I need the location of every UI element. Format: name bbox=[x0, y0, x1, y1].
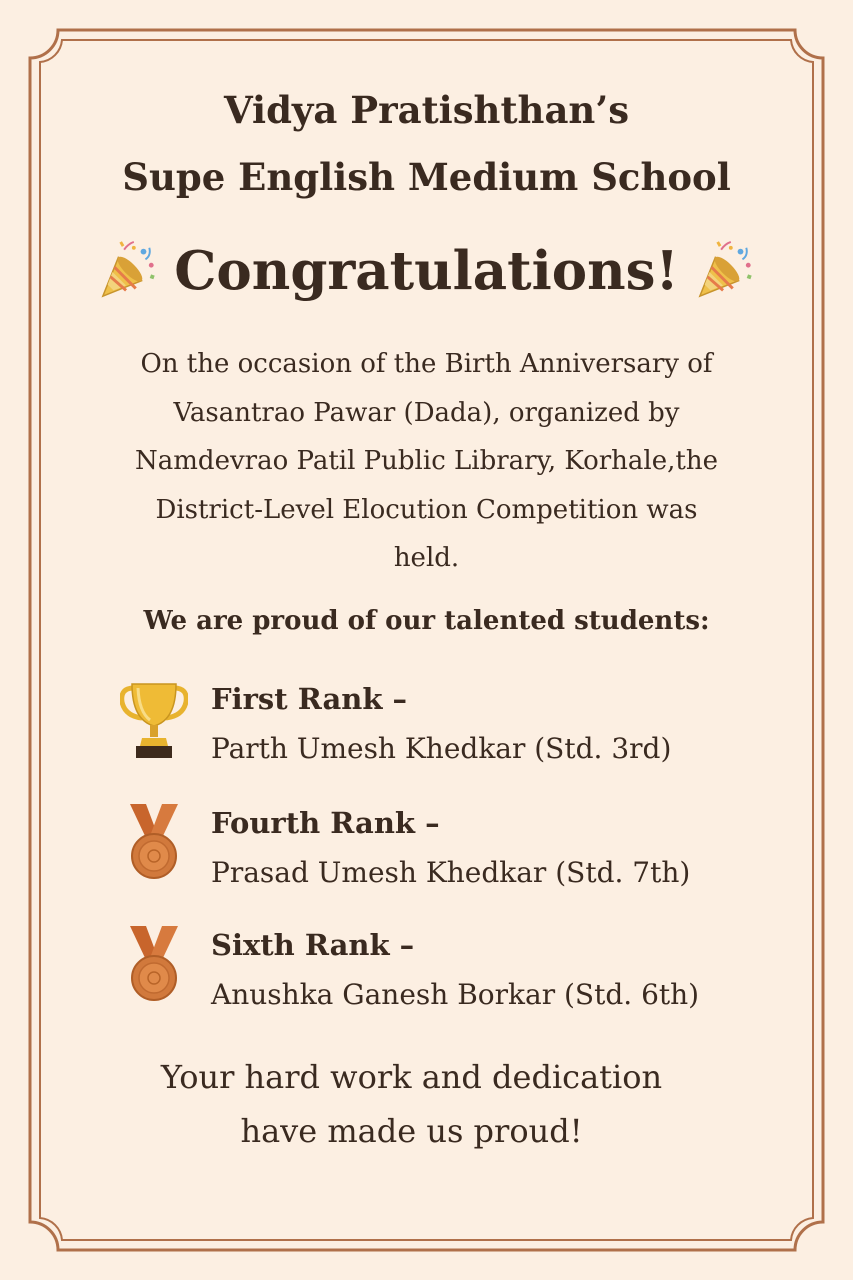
award-fourth-rank bbox=[120, 800, 820, 910]
trophy-icon bbox=[120, 678, 188, 762]
party-popper-icon bbox=[694, 240, 756, 302]
headline: Congratulations! bbox=[174, 240, 679, 302]
award-first-rank bbox=[120, 676, 820, 786]
intro-line: Namdevrao Patil Public Library, Korhale,the bbox=[135, 446, 718, 476]
bronze-medal-icon bbox=[120, 802, 188, 886]
intro-line: District-Level Elocution Competition was bbox=[155, 494, 698, 525]
bronze-medal-icon bbox=[120, 924, 188, 1008]
award-student: Anushka Ganesh Borkar (Std. 6th) bbox=[211, 978, 700, 1011]
award-student: Parth Umesh Khedkar (Std. 3rd) bbox=[211, 732, 672, 765]
school-name-line1: Vidya Pratishthan’s bbox=[223, 88, 630, 132]
award-rank: Sixth Rank – bbox=[211, 928, 415, 962]
proud-line: We are proud of our talented students: bbox=[143, 606, 710, 636]
school-name-line2: Supe English Medium School bbox=[122, 155, 731, 199]
award-rank: First Rank – bbox=[211, 682, 408, 716]
award-rank: Fourth Rank – bbox=[211, 806, 440, 840]
party-popper-icon bbox=[97, 240, 159, 302]
closing-line1: Your hard work and dedication bbox=[160, 1058, 663, 1096]
intro-line: Vasantrao Pawar (Dada), organized by bbox=[173, 397, 680, 428]
award-sixth-rank bbox=[120, 922, 820, 1032]
award-student: Prasad Umesh Khedkar (Std. 7th) bbox=[211, 856, 691, 889]
intro-line: held. bbox=[393, 543, 460, 573]
intro-paragraph bbox=[60, 340, 793, 583]
congratulations-row bbox=[0, 240, 853, 320]
closing-line2: have made us proud! bbox=[240, 1112, 583, 1150]
intro-line: On the occasion of the Birth Anniversary of bbox=[140, 349, 713, 379]
